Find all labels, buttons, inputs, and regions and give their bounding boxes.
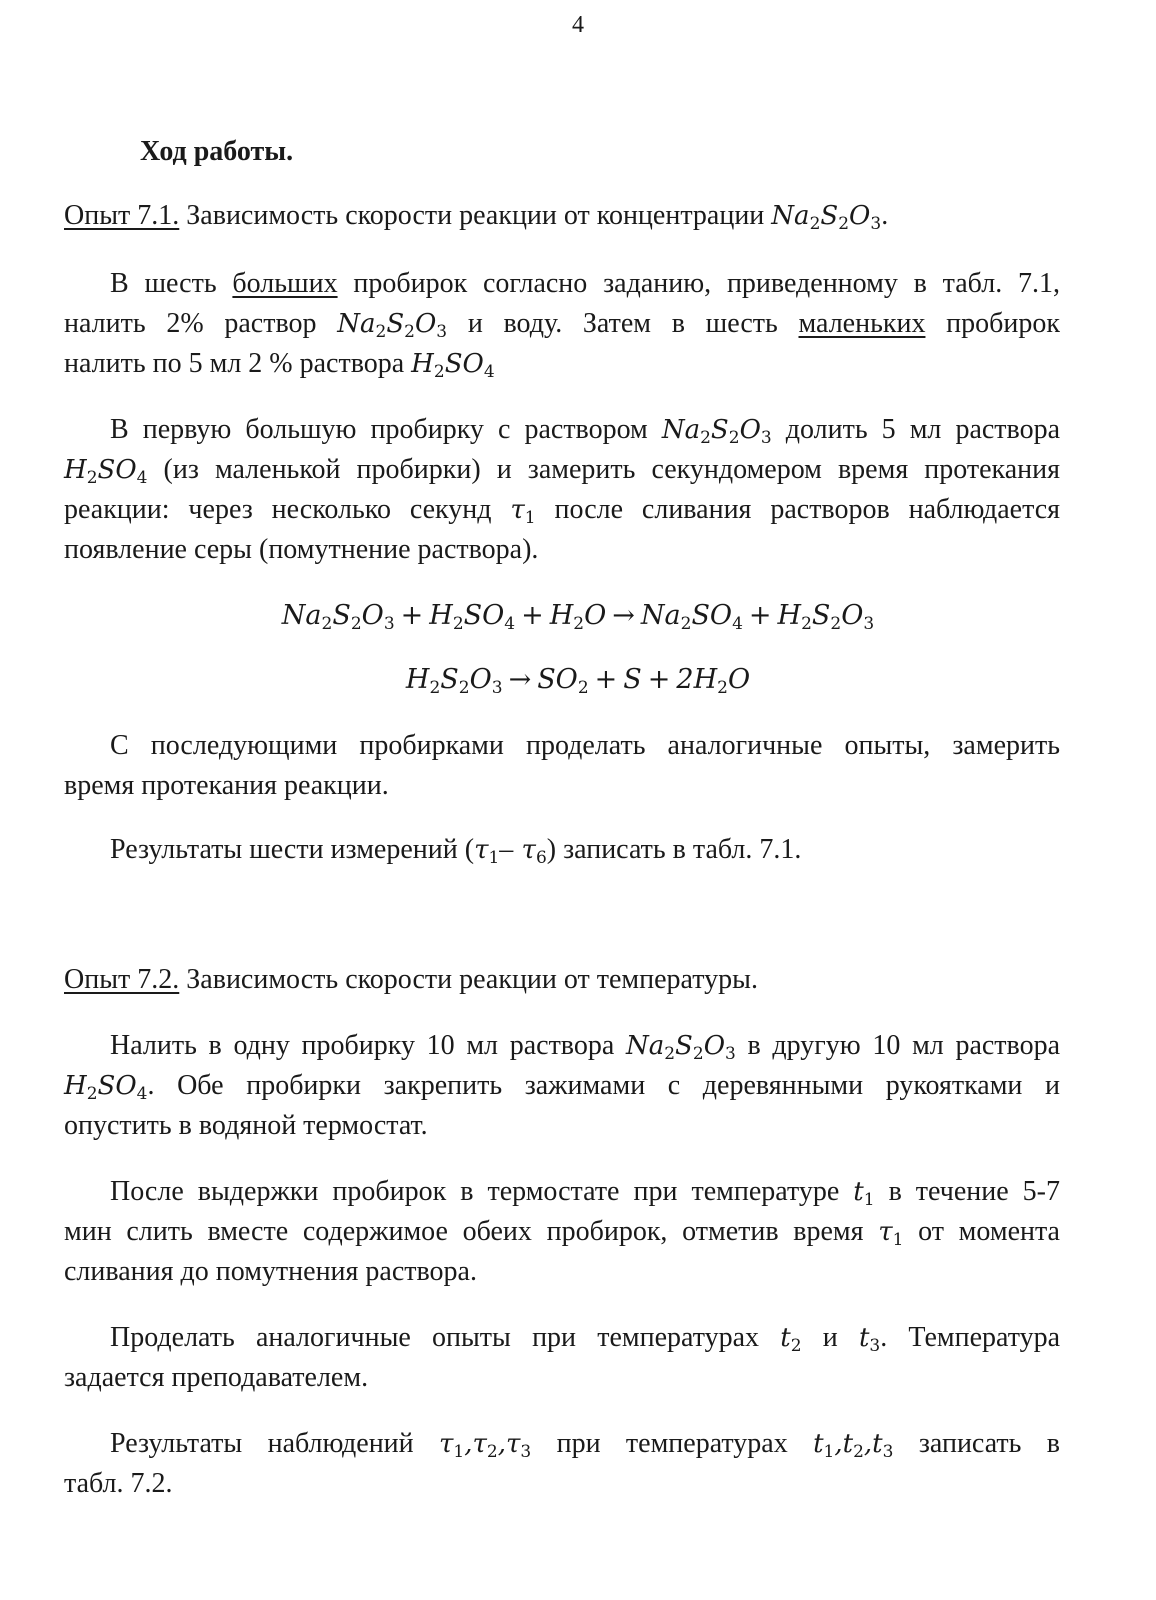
exp2-p4-line2: табл. 7.2.	[64, 1468, 173, 1499]
formula-na2s2o3: $Na_2S_2O_3$	[337, 309, 448, 342]
page-number: 4	[572, 12, 584, 38]
exp1-p4-line: Результаты шести измерений ($\tau_1-$ $\tau_6$) записать в табл. 7.1.	[110, 834, 802, 868]
exp1-p1-line1: В шесть больших пробирок согласно заданию, приведенному в табл. 7.1,	[110, 268, 1060, 299]
symbol-tau1: $\tau_1$	[510, 495, 536, 528]
symbol-t2: $t_2$	[780, 1323, 802, 1356]
symbol-tau6: $\tau_6$	[513, 835, 547, 868]
exp1-p2-line3: реакции: через несколько секунд $\tau_1$ после сливания растворов наблюдается	[64, 494, 1060, 528]
formula-na2s2o3: $Na_2S_2O_3$	[771, 201, 882, 234]
exp2-p1-line1: Налить в одну пробирку 10 мл раствора $Na_2S_2O_3$ в другую 10 мл раствора	[110, 1030, 1060, 1064]
exp1-p1-line2: налить 2% раствор $Na_2S_2O_3$ и воду. Затем в шесть маленьких пробирок	[64, 308, 1060, 342]
underlined-word-small: маленьких	[798, 308, 926, 339]
exp1-p2-line2: $H_2SO_4$ (из маленькой пробирки) и замерить секундомером время протекания	[64, 454, 1060, 488]
exp2-p1-line2: $H_2SO_4$. Обе пробирки закрепить зажимами с деревянными рукоятками и	[64, 1070, 1060, 1104]
exp1-title: Зависимость скорости реакции от концентрации	[179, 200, 772, 231]
formula-h2so4: $H_2SO_4$	[64, 1071, 148, 1104]
symbol-tau123: $\tau_1,\tau_2,\tau_3$	[439, 1429, 532, 1462]
exp2-p2-line2: мин слить вместе содержимое обеих пробирок, отметив время $\tau_1$ от момента	[64, 1216, 1060, 1250]
exp1-label: Опыт 7.1.	[64, 200, 180, 231]
exp2-label: Опыт 7.2.	[64, 964, 180, 995]
exp2-title: Зависимость скорости реакции от температуры.	[179, 964, 758, 995]
formula-h2so4: $H_2SO_4$	[411, 349, 495, 382]
exp2-p4-line1: Результаты наблюдений $\tau_1,\tau_2,\tau_3$ при температурах $t_1,t_2,t_3$ записать в	[110, 1428, 1060, 1462]
exp1-p1-line3: налить по 5 мл 2 % раствора $H_2SO_4$	[64, 348, 495, 382]
exp2-p3-line1: Проделать аналогичные опыты при температурах $t_2$ и $t_3$. Температура	[110, 1322, 1061, 1356]
exp1-title-line: Опыт 7.1. Зависимость скорости реакции от концентрации $Na_2S_2O_3$.	[64, 200, 889, 234]
exp1-p3-line1: С последующими пробирками проделать аналогичные опыты, замерить	[110, 730, 1060, 761]
exp2-p2-line1: После выдержки пробирок в термостате при температуре $t_1$ в течение 5-7	[110, 1176, 1061, 1210]
equation-2: $H_2S_2O_3 \to SO_2 + S + 2H_2O$	[405, 664, 751, 698]
exp1-p2-line4: появление серы (помутнение раствора).	[64, 534, 539, 565]
symbol-t3: $t_3$	[858, 1323, 881, 1356]
equation-1: $Na_2S_2O_3 + H_2SO_4 + H_2O \to Na_2SO_4 + H_2S_2O_3$	[281, 600, 875, 634]
formula-h2so4: $H_2SO_4$	[64, 455, 148, 488]
exp1-p2-line1: В первую большую пробирку с раствором $Na_2S_2O_3$ долить 5 мл раствора	[110, 414, 1060, 448]
exp2-p1-line3: опустить в водяной термостат.	[64, 1110, 428, 1141]
exp2-title-line	[64, 960, 1060, 1000]
symbol-t1: $t_1$	[853, 1177, 875, 1210]
symbol-t123: $t_1,t_2,t_3$	[813, 1429, 894, 1462]
underlined-word-big: больших	[232, 268, 338, 299]
formula-na2s2o3: $Na_2S_2O_3$	[661, 415, 772, 448]
formula-na2s2o3: $Na_2S_2O_3$	[625, 1031, 736, 1064]
exp1-p3-line2: время протекания реакции.	[64, 770, 389, 801]
symbol-tau1: $\tau_1$	[878, 1217, 904, 1250]
symbol-tau1: $\tau_1$	[474, 835, 500, 868]
exp2-p2-line3: сливания до помутнения раствора.	[64, 1256, 477, 1287]
exp2-p3-line2: задается преподавателем.	[64, 1362, 369, 1393]
section-heading: Ход работы.	[140, 136, 294, 167]
